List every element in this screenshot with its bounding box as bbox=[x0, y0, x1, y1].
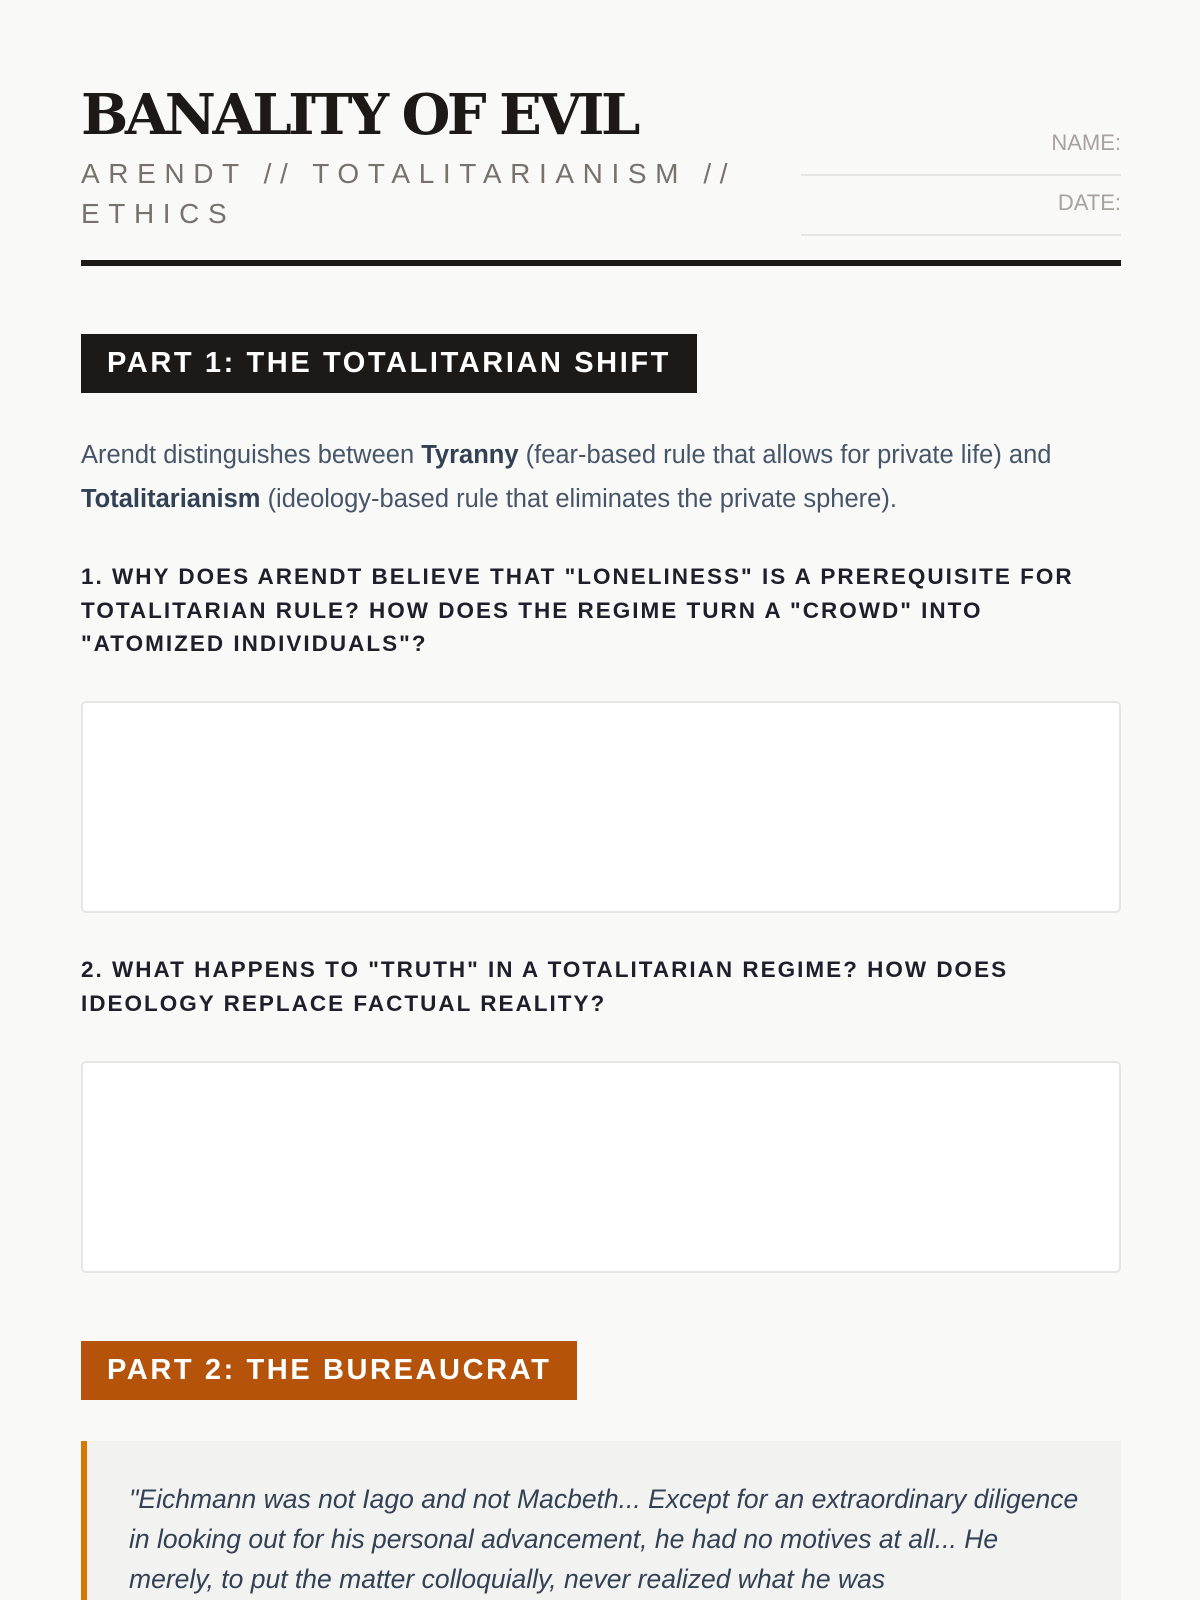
worksheet-subtitle: ARENDT // TOTALITARIANISM // ETHICS bbox=[81, 158, 737, 229]
question-1: 1. WHY DOES ARENDT BELIEVE THAT "LONELINESS" IS A PREREQUISITE FOR TOTALITARIAN RULE? HOW DOES THE REGIME TURN A "CROWD" INTO "ATOMIZED INDIVIDUALS"? bbox=[81, 564, 1074, 656]
part-2-heading: PART 2: THE BUREAUCRAT bbox=[81, 1341, 577, 1400]
worksheet-header bbox=[81, 82, 1121, 270]
name-label: NAME: bbox=[1051, 130, 1121, 155]
intro-term-tyranny: Tyranny bbox=[421, 441, 519, 469]
date-label: DATE: bbox=[1057, 190, 1121, 215]
worksheet-title: BANALITY OF EVIL bbox=[81, 82, 637, 148]
header-divider bbox=[81, 260, 1121, 266]
worksheet-page bbox=[81, 0, 1121, 1600]
answer-box-1[interactable] bbox=[81, 701, 1121, 913]
eichmann-quote-block bbox=[81, 1441, 1121, 1600]
student-info bbox=[801, 116, 1121, 236]
date-field[interactable] bbox=[801, 176, 1121, 236]
answer-box-2[interactable] bbox=[81, 1061, 1121, 1273]
part-1-heading: PART 1: THE TOTALITARIAN SHIFT bbox=[81, 334, 697, 393]
intro-term-totalitarianism: Totalitarianism bbox=[81, 485, 261, 513]
question-2: 2. WHAT HAPPENS TO "TRUTH" IN A TOTALITARIAN REGIME? HOW DOES IDEOLOGY REPLACE FACTUAL REALITY? bbox=[81, 957, 1009, 1016]
eichmann-quote: "Eichmann was not Iago and not Macbeth... Except for an extraordinary diligence in looking out for his personal advancement, he had no motives at all... He merely, to put the matter colloquially, never realized what he was bbox=[129, 1484, 1079, 1594]
intro-suffix: (ideology-based rule that eliminates the private sphere). bbox=[260, 485, 897, 513]
part-1-intro bbox=[81, 433, 1121, 521]
intro-prefix: Arendt distinguishes between bbox=[81, 441, 422, 469]
name-field[interactable] bbox=[801, 116, 1121, 176]
intro-middle: (fear-based rule that allows for private life) and bbox=[518, 441, 1052, 469]
